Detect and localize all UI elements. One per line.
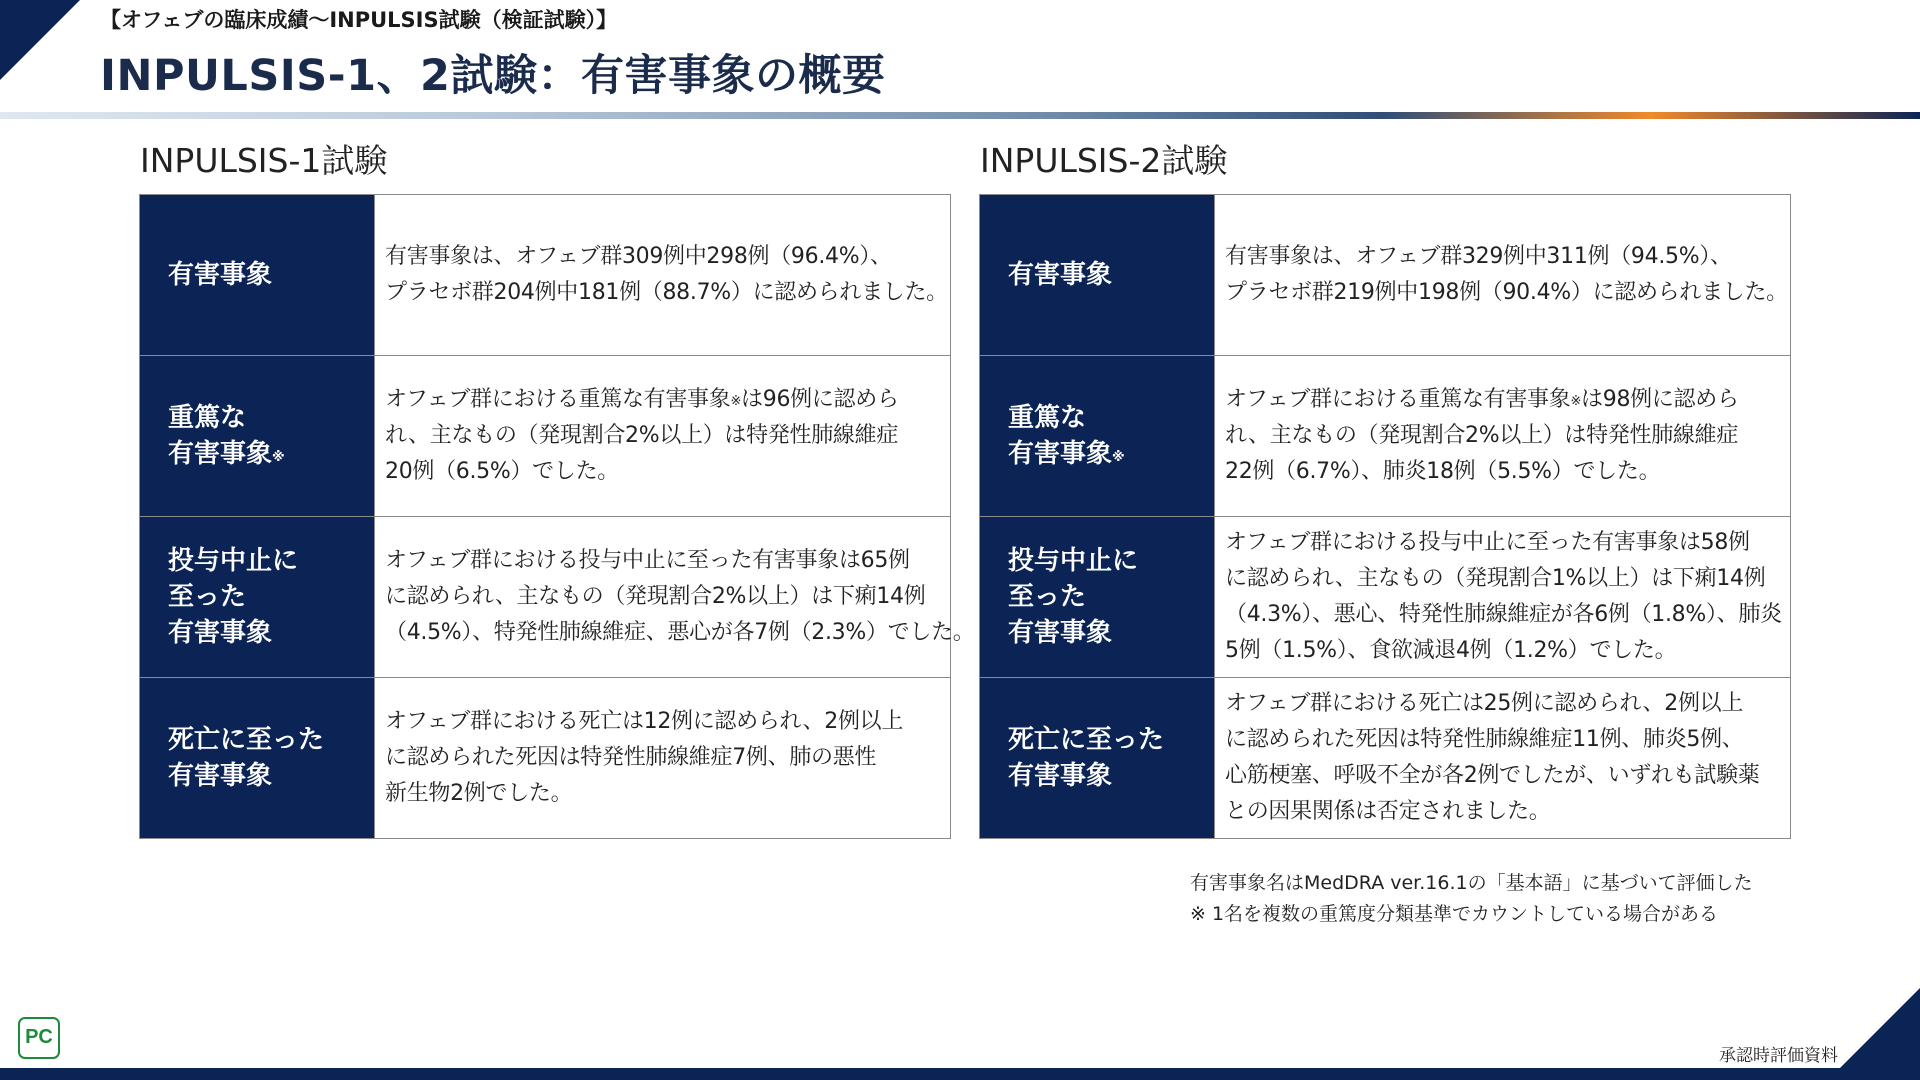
table-row — [980, 678, 1791, 839]
row-header-adverse-events — [980, 195, 1215, 356]
row-header-label: 有害事象 — [1008, 260, 1113, 290]
row-header-label: 至った — [1008, 582, 1087, 612]
row-header-label: 死亡に至った — [1008, 725, 1165, 755]
description-line: 5例（1.5%）、食欲減退4例（1.2%）でした。 — [1225, 638, 1677, 663]
row-header-label: 有害事象 — [1008, 439, 1113, 469]
footnote-mark: ※ — [1570, 394, 1582, 409]
footnote-meddra: 有害事象名はMedDRA ver.16.1の「基本語」に基づいて評価した — [1190, 872, 1753, 894]
table-row — [980, 356, 1791, 517]
study-table-inpulsis-2 — [979, 194, 1791, 839]
corner-accent-bottom-right — [1840, 988, 1920, 1068]
row-header-discontinuation — [140, 517, 375, 678]
description-line: に認められた死因は特発性肺線維症7例、肺の悪性 — [385, 745, 877, 770]
row-description — [1215, 678, 1791, 839]
row-header-label: 重篤な — [168, 403, 247, 433]
row-header-label: 有害事象 — [168, 260, 273, 290]
footer-bar — [0, 1068, 1920, 1080]
description-line: オフェブ群における死亡は12例に認められ、2例以上 — [385, 709, 904, 734]
row-header-death — [140, 678, 375, 839]
footnote-mark: ※ — [272, 450, 285, 465]
row-header-label: 有害事象 — [168, 439, 273, 469]
description-line: は96例に認めら — [741, 387, 899, 412]
page-title: INPULSIS-1、2試験：有害事象の概要 — [100, 51, 886, 101]
description-line: オフェブ群における重篤な有害事象 — [385, 387, 731, 412]
row-header-death — [980, 678, 1215, 839]
row-header-adverse-events — [140, 195, 375, 356]
row-header-label: 投与中止に — [168, 546, 299, 576]
row-header-label: 投与中止に — [1008, 546, 1139, 576]
row-header-label: 有害事象 — [168, 761, 273, 791]
table-row — [140, 356, 951, 517]
row-description — [1215, 195, 1791, 356]
description-line: に認められ、主なもの（発現割合1%以上）は下痢14例 — [1225, 566, 1766, 591]
row-header-label: 死亡に至った — [168, 725, 325, 755]
study-heading-inpulsis-1: INPULSIS-1試験 — [140, 141, 388, 180]
row-header-discontinuation — [980, 517, 1215, 678]
section-kicker: 【オフェブの臨床成績〜INPULSIS試験（検証試験）】 — [100, 8, 618, 32]
row-header-label: 重篤な — [1008, 403, 1087, 433]
footnotes — [1190, 868, 1753, 930]
corner-accent-top-left — [0, 0, 80, 80]
description-line: れ、主なもの（発現割合2%以上）は特発性肺線維症 — [1225, 423, 1739, 448]
row-header-label: 有害事象 — [1008, 618, 1113, 648]
description-line: プラセボ群219例中198例（90.4%）に認められました。 — [1225, 280, 1788, 305]
row-header-serious-adverse-events — [980, 356, 1215, 517]
row-description — [1215, 356, 1791, 517]
study-table-inpulsis-1 — [139, 194, 975, 839]
description-line: 心筋梗塞、呼吸不全が各2例でしたが、いずれも試験薬 — [1225, 763, 1760, 788]
row-header-label: 有害事象 — [168, 618, 273, 648]
table-row — [140, 195, 951, 356]
description-line: 有害事象は、オフェブ群309例中298例（96.4%）、 — [385, 244, 892, 269]
description-line: に認められた死因は特発性肺線維症11例、肺炎5例、 — [1225, 727, 1744, 752]
row-header-label: 有害事象 — [1008, 761, 1113, 791]
description-line: 新生物2例でした。 — [385, 781, 573, 806]
description-line: （4.3%）、悪心、特発性肺線維症が各6例（1.8%）、肺炎 — [1225, 602, 1782, 627]
description-line: は98例に認めら — [1581, 387, 1739, 412]
row-description — [375, 678, 951, 839]
footer-source-label: 承認時評価資料 — [1719, 1046, 1838, 1066]
study-heading-inpulsis-2: INPULSIS-2試験 — [980, 141, 1228, 180]
row-description — [1215, 517, 1791, 678]
table-row — [980, 517, 1791, 678]
footnote-mark: ※ — [1112, 450, 1125, 465]
description-line: （4.5%）、特発性肺線維症、悪心が各7例（2.3%）でした。 — [385, 620, 975, 645]
table-row — [140, 517, 951, 678]
description-line: 22例（6.7%）、肺炎18例（5.5%）でした。 — [1225, 459, 1661, 484]
table-row — [980, 195, 1791, 356]
row-header-label: 至った — [168, 582, 247, 612]
footnote-severity: ※ 1名を複数の重篤度分類基準でカウントしている場合がある — [1190, 903, 1719, 925]
description-line: 有害事象は、オフェブ群329例中311例（94.5%）、 — [1225, 244, 1732, 269]
company-logo-icon: PC — [18, 1017, 60, 1059]
description-line: 20例（6.5%）でした。 — [385, 459, 619, 484]
description-line: オフェブ群における重篤な有害事象 — [1225, 387, 1571, 412]
description-line: との因果関係は否定されました。 — [1225, 799, 1551, 824]
row-description — [375, 356, 951, 517]
header-gradient-rule — [0, 112, 1920, 119]
footnote-mark: ※ — [730, 394, 742, 409]
description-line: オフェブ群における投与中止に至った有害事象は58例 — [1225, 530, 1750, 555]
table-row — [140, 678, 951, 839]
description-line: に認められ、主なもの（発現割合2%以上）は下痢14例 — [385, 584, 926, 609]
description-line: れ、主なもの（発現割合2%以上）は特発性肺線維症 — [385, 423, 899, 448]
description-line: オフェブ群における死亡は25例に認められ、2例以上 — [1225, 691, 1744, 716]
row-header-serious-adverse-events — [140, 356, 375, 517]
row-description — [375, 517, 975, 678]
row-description — [375, 195, 951, 356]
description-line: プラセボ群204例中181例（88.7%）に認められました。 — [385, 280, 948, 305]
description-line: オフェブ群における投与中止に至った有害事象は65例 — [385, 548, 910, 573]
